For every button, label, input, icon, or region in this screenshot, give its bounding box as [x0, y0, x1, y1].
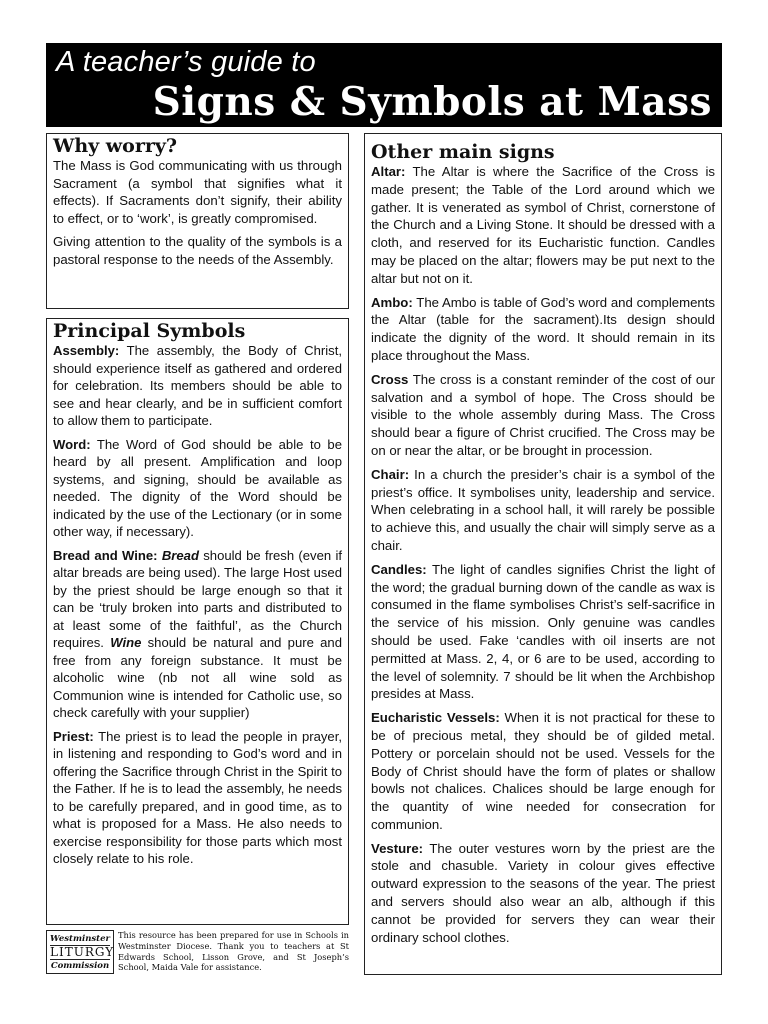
sign-text: The Altar is where the Sacrifice of the Cross is made present; the Table of the Lord around which we gather. It is venerated as symbol of Christ, cornerstone of the Church and a Living Stone. It should be dressed with a cloth, and reserved for its Eucharistic function. Candles may be placed on the altar; flowers may be put next to the altar but not on it.	[371, 164, 715, 286]
sign-text: When it is not practical for these to be of precious metal, they should be of gilded metal. Pottery or porcelain should not be used. Vessels for the Body of Christ should have the form of plates or shallow bowls not chalices. Chalices should be large enough for the quantity of wine needed for consecration for communion.	[371, 710, 715, 832]
logo-line-liturgy: LITURGY	[50, 945, 115, 959]
liturgy-commission-logo	[46, 930, 114, 974]
symbol-assembly	[53, 342, 342, 430]
sign-vesture	[371, 840, 715, 947]
sign-ambo	[371, 294, 715, 365]
sign-text: The outer vestures worn by the priest are the stole and chasuble. Variety in colour gives effective outward expression to the seasons of the year. The priest and servers should also wear an alb, although if this cannot be provided for servers they can wear their ordinary school clothes.	[371, 840, 715, 945]
sign-cross	[371, 371, 715, 460]
logo-line-westminster: Westminster	[50, 934, 110, 944]
symbol-emphasis: Bread	[161, 547, 199, 563]
symbol-text: The assembly, the Body of Christ, should experience itself as gathered and ordered for celebration. Its members should be able to see and hear clearly, and be in sufficient comfort to allow them to participate.	[53, 343, 342, 428]
logo-line-commission: Commission	[50, 961, 110, 971]
sign-term: Candles:	[371, 561, 427, 577]
sign-text: The light of candles signifies Christ the light of the word; the gradual burning down of the candle as wax is consumed in the flame symbolises Christ’s self-sacrifice in the service of his mission. Only genuine was candles should be used. Fake ‘candles with oil inserts are not permitted at Mass. 2, 4, or 6 are to be used, according to the level of solemnity. 7 should be lit when the Archbishop presides at Mass.	[371, 561, 715, 702]
sign-term: Altar:	[371, 164, 406, 179]
sign-chair	[371, 466, 715, 555]
sign-eucharistic-vessels	[371, 709, 715, 834]
symbol-emphasis: Wine	[110, 635, 142, 650]
sign-altar	[371, 163, 715, 288]
why-worry-heading: Why worry?	[53, 135, 178, 157]
symbol-bread-and-wine	[53, 547, 342, 722]
symbol-text: The Word of God should be able to be heard by all present. Amplification and loop systems, and signing, should be available as needed. The dignity of the Word should be indicated by the use of the Lectionary (or in some other way, if necessary).	[53, 436, 342, 539]
sign-term: Cross	[371, 371, 409, 387]
symbol-text: The priest is to lead the people in prayer, in listening and responding to God’s word and in offering the Sacrifice through Christ in the Spirit to the Father. If he is to lead the assembly, he needs to be carefully prepared, and in good time, as to what is proposed for a Mass. He also needs to exercise responsibility for those parts which most closely relate to his role.	[53, 728, 342, 866]
symbol-text: should be natural and pure and free from any foreign substance. It must be alcoholic wine (nb not all wine sold as Communion wine is intended for Catholic use, so check carefully with your supplier)	[53, 635, 342, 720]
header-subtitle: A teacher’s guide to	[56, 46, 316, 78]
sign-term: Eucharistic Vessels:	[371, 710, 500, 726]
other-signs-heading: Other main signs	[371, 141, 555, 163]
sign-text: In a church the presider’s chair is a symbol of the priest’s office. It symbolises unity, leadership and service. When celebrating in a school hall, it will rarely be possible to achieve this, and usually the chair will simply serve as a chair.	[371, 466, 715, 553]
sign-term: Ambo:	[371, 294, 413, 310]
symbol-priest	[53, 728, 342, 868]
why-worry-paragraph: The Mass is God communicating with us through Sacrament (a symbol that signifies what it effects). If Sacraments don’t signify, their ability to effect, or to ‘work’, is greatly compromised.	[53, 158, 342, 226]
why-worry-paragraph: Giving attention to the quality of the symbols is a pastoral response to the needs of the Assembly.	[53, 234, 342, 267]
symbol-term: Word:	[53, 436, 91, 452]
footer-credit	[46, 930, 349, 974]
sign-term: Vesture:	[371, 840, 424, 856]
symbol-word	[53, 436, 342, 541]
sign-text: The cross is a constant reminder of the cost of our salvation and a symbol of hope. The Cross should be visible to the whole assembly during Mass. The Cross should bear a figure of Christ crucified. The Cross may be on or near the altar, or be brought in procession.	[371, 371, 715, 458]
page-title: Signs & Symbols at Mass	[152, 79, 712, 125]
sign-term: Chair:	[371, 466, 410, 482]
why-worry-box	[46, 133, 349, 309]
symbol-term: Priest:	[53, 728, 94, 744]
credit-text: This resource has been prepared for use in Schools in Westminster Diocese. Thank you to teachers at St Edwards School, Lisson Grove, and St Joseph’s School, Maida Vale for assistance.	[118, 930, 349, 973]
principal-symbols-heading: Principal Symbols	[53, 320, 246, 342]
principal-symbols-box	[46, 318, 349, 925]
page-header	[46, 43, 722, 127]
symbol-term: Bread and Wine:	[53, 547, 158, 563]
sign-text: The Ambo is table of God’s word and complements the Altar (table for the sacrament).Its design should indicate the dignity of the word. It should remain in its place throughout the Mass.	[371, 294, 715, 363]
symbol-text: should be fresh (even if altar breads are being used). The large Host used by the priest should be large enough so that it can be ‘truly broken into parts and distributed to at least some of the faithful’, as the Church requires.	[53, 547, 343, 650]
other-signs-box	[364, 133, 722, 975]
sign-candles	[371, 561, 715, 703]
symbol-term: Assembly:	[53, 343, 120, 358]
